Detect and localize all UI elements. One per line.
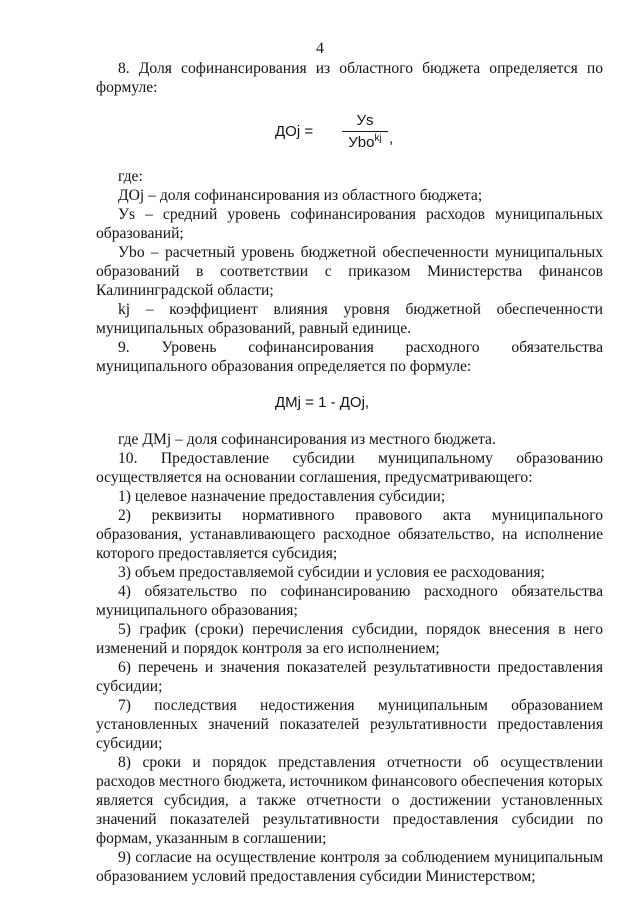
formula1-fraction [342,112,388,151]
formula1-trail: , [389,130,394,147]
item-4-line2: муниципального образования; [96,602,298,619]
where1-ybo-2: образований в соответствии с приказом Министерства финансов [96,263,603,280]
where1-ybo-1: Уbo – расчетный уровень бюджетной обеспеченности муниципальных [118,244,603,261]
item-8-line4: значений показателей результативности предоставления субсидии по [96,811,603,828]
where1-ys-2: образований; [96,225,184,242]
item-8-line3: является субсидия, а также отчетности о достижении установленных [96,792,603,809]
item-6-line1: 6) перечень и значения показателей результативности предоставления [118,659,603,676]
formula1-lhs: ДОj = [275,123,314,140]
item-2-line3: которого предоставляется субсидия; [96,545,338,562]
where1-kj-1: kj – коэффициент влияния уровня бюджетной обеспеченности [118,301,603,318]
item-5-line1: 5) график (сроки) перечисления субсидии, порядок внесения в него [118,621,603,638]
p9-line1: 9. Уровень софинансирования расходного обязательства [118,339,603,356]
page-number: 4 [316,40,324,57]
formula-2: ДМj = 1 - ДОj, [275,394,370,411]
item-2-line1: 2) реквизиты нормативного правового акта муниципального [118,507,603,524]
p8-line2: формуле: [96,79,158,96]
item-6-line2: субсидии; [96,678,163,695]
item-8-line5: формам, указанным в соглашении; [96,830,327,847]
where1-gde: где: [118,168,143,185]
where1-d0j: ДОj – доля софинансирования из областного бюджета; [118,187,483,204]
item-7-line3: субсидии; [96,735,163,752]
formula1-den-base: Уbo [348,134,375,151]
where1-kj-2: муниципальных образований, равный единице. [96,320,412,337]
item-9-line1: 9) согласие на осуществление контроля за соблюдением муниципальным [118,849,603,866]
formula1-denominator [342,133,388,151]
item-9-line2: образованием условий предоставления субсидии Министерством; [96,868,536,885]
item-8-line1: 8) сроки и порядок представления отчетности об осуществлении [118,754,603,771]
p9-line2: муниципального образования определяется по формуле: [96,358,472,375]
item-7-line2: установленных значений показателей результативности предоставления [96,716,603,733]
where2: где ДМj – доля софинансирования из местного бюджета. [118,431,496,448]
where1-ybo-3: Калининградской области; [96,282,274,299]
item-2-line2: образования, устанавливающего расходное обязательство, на исполнение [96,526,603,543]
where1-ys-1: Уs – средний уровень софинансирования расходов муниципальных [118,206,603,223]
item-8-line2: расходов местного бюджета, источником финансового обеспечения которых [96,773,604,790]
p8-line1: 8. Доля софинансирования из областного бюджета определяется по [118,60,603,77]
p10-line2: осуществляется на основании соглашения, предусматривающего: [96,469,533,486]
item-4-line1: 4) обязательство по софинансированию расходного обязательства [118,583,603,600]
item-1: 1) целевое назначение предоставления субсидии; [118,488,446,505]
item-5-line2: изменений и порядок контроля за его исполнением; [96,640,440,657]
formula1-den-exp: kj [374,133,382,144]
fraction-bar [342,131,388,132]
item-3: 3) объем предоставляемой субсидии и условия ее расходования; [118,564,545,581]
p10-line1: 10. Предоставление субсидии муниципальному образованию [118,450,603,467]
item-7-line1: 7) последствия недостижения муниципальным образованием [118,697,603,714]
formula1-numerator: Уs [356,112,374,129]
